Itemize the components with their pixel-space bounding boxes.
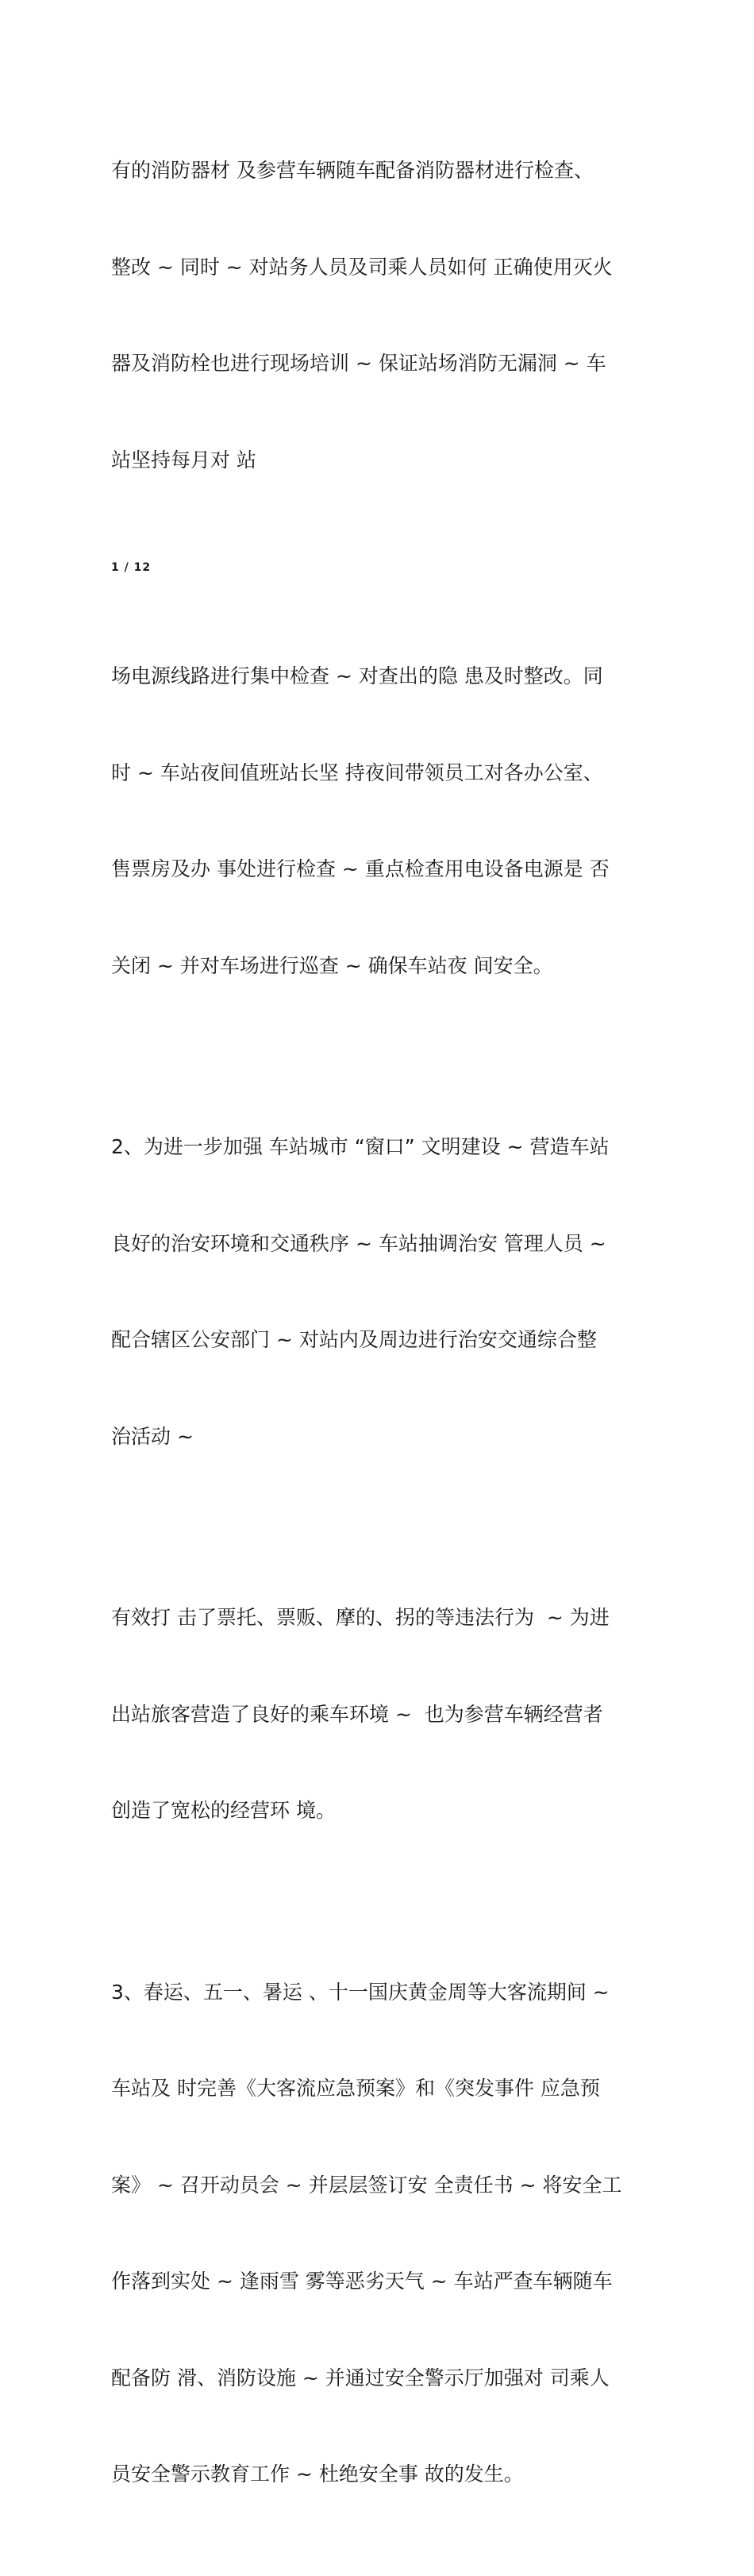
text-line: 2、为进一步加强 车站城市 “窗口” 文明建设 ~ 营造车站 xyxy=(111,1135,610,1158)
document-body xyxy=(111,90,651,2576)
text-line: 站坚持每月对 站 xyxy=(111,448,256,472)
text-line: 场电源线路进行集中检查 ~ 对查出的隐 患及时整改。同 xyxy=(111,664,603,687)
text-line: 关闭 ~ 并对车场进行巡查 ~ 确保车站夜 间安全。 xyxy=(111,953,553,977)
text-line: 员安全警示教育工作 ~ 杜绝安全事 故的发生。 xyxy=(111,2462,524,2486)
text-line: 有效打 击了票托、票贩、摩的、拐的等违法行为 ~ 为进 xyxy=(111,1606,610,1629)
text-line: 车站及 时完善《大客流应急预案》和《突发事件 应急预 xyxy=(111,2077,600,2100)
text-line: 配合辖区公安部门 ~ 对站内及周边进行治安交通综合整 xyxy=(111,1328,597,1351)
paragraph-crackdown xyxy=(111,1538,651,1892)
text-line: 售票房及办 事处进行检查 ~ 重点检查用电设备电源是 否 xyxy=(111,857,610,880)
text-line: 有的消防器材 及参营车辆随车配备消防器材进行检查、 xyxy=(111,159,594,182)
paragraph-peak-periods xyxy=(111,1912,651,2555)
page-number: 1 / 12 xyxy=(111,561,152,574)
text-line: 创造了宽松的经营环 境。 xyxy=(111,1799,336,1822)
text-line: 案》 ~ 召开动员会 ~ 并层层签订安 全责任书 ~ 将安全工 xyxy=(111,2173,622,2197)
paragraph-power-inspection xyxy=(111,596,651,1046)
paragraph-fire-equipment xyxy=(111,90,651,541)
text-line: 时 ~ 车站夜间值班站长坚 持夜间带领员工对各办公室、 xyxy=(111,760,603,784)
text-line: 良好的治安环境和交通秩序 ~ 车站抽调治安 管理人员 ~ xyxy=(111,1231,606,1255)
text-line: 治活动 ~ xyxy=(111,1424,194,1448)
text-line: 3、春运、五一、暑运 、十一国庆黄金周等大客流期间 ~ xyxy=(111,1980,610,2004)
text-line: 器及消防栓也进行现场培训 ~ 保证站场消防无漏洞 ~ 车 xyxy=(111,352,606,375)
text-line: 出站旅客营造了良好的乘车环境 ~ 也为参营车辆经营者 xyxy=(111,1702,603,1726)
text-line: 整改 ~ 同时 ~ 对站务人员及司乘人员如何 正确使用灭火 xyxy=(111,255,613,279)
paragraph-public-security xyxy=(111,1067,651,1517)
text-line: 配备防 滑、消防设施 ~ 并通过安全警示厅加强对 司乘人 xyxy=(111,2366,610,2389)
text-line: 作落到实处 ~ 逢雨雪 雾等恶劣天气 ~ 车站严查车辆随车 xyxy=(111,2270,613,2293)
